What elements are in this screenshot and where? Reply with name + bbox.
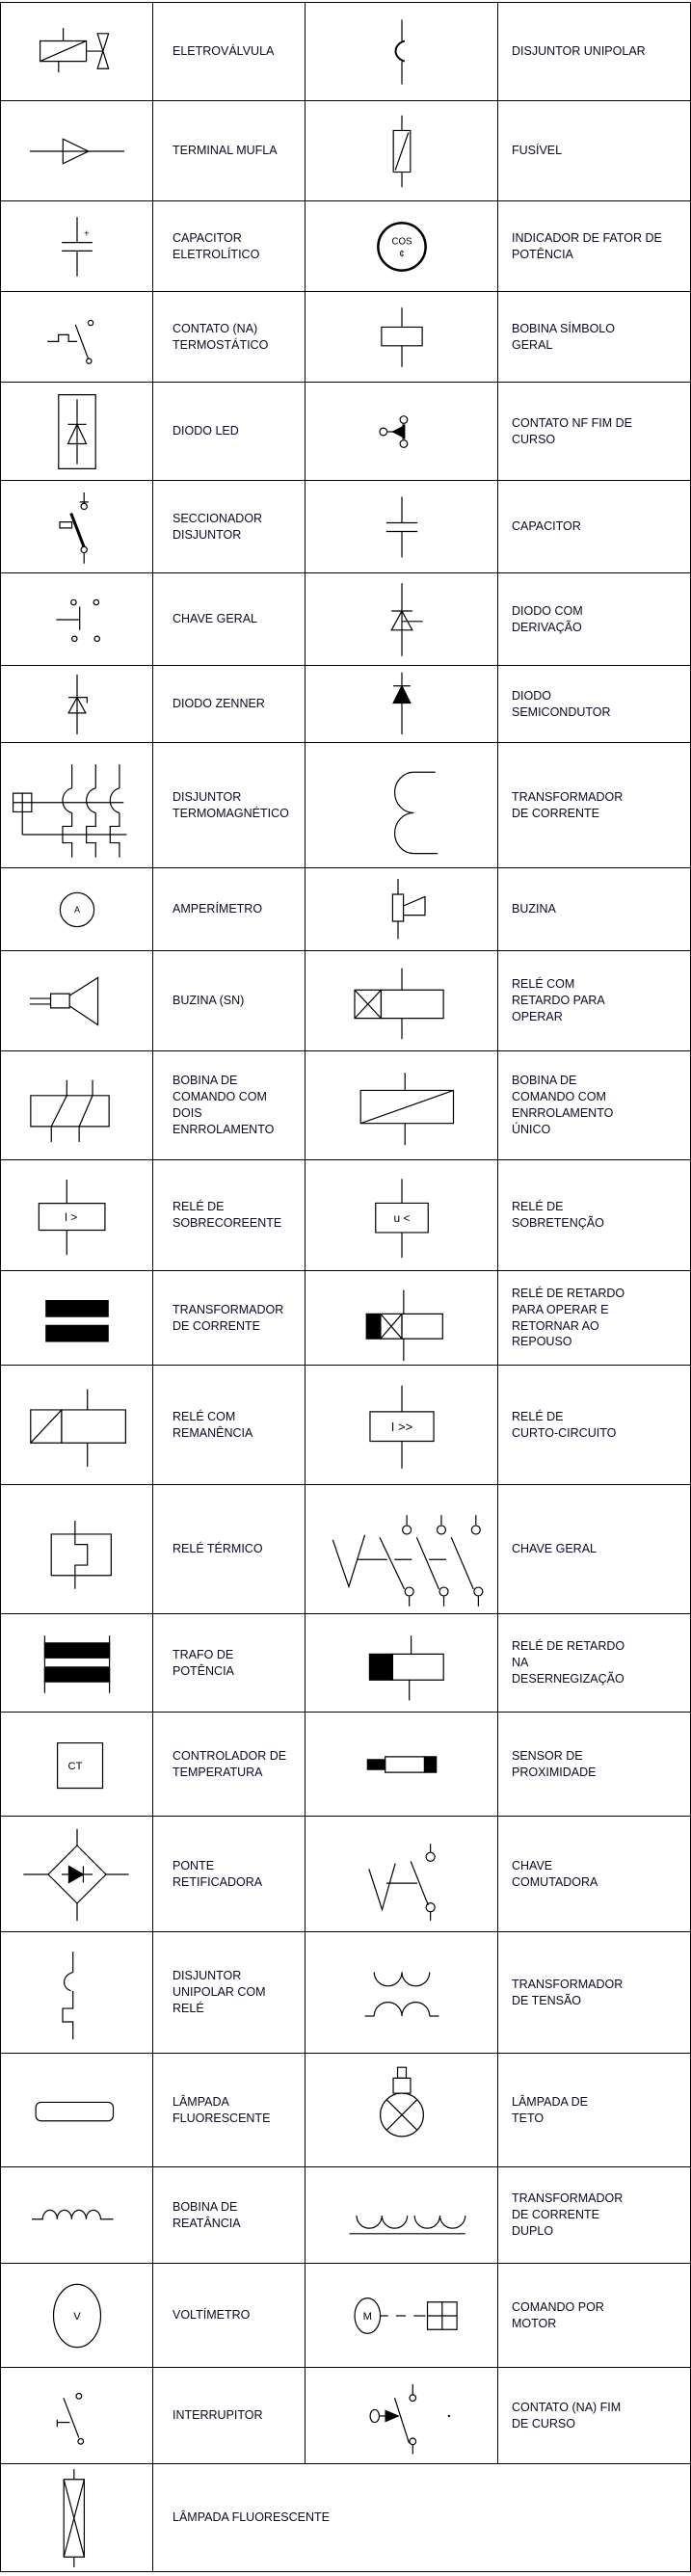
symbol-label: RELÉ COM RETARDO PARA OPERAR — [498, 951, 691, 1051]
symbol-row — [1, 3, 691, 101]
symbol-cell — [1, 3, 153, 101]
symbol-label: CAPACITOR ELETROLÍTICO — [153, 201, 306, 292]
rele-sobrecorrente-icon — [5, 1163, 149, 1268]
symbol-cell — [306, 743, 498, 868]
symbol-label: INTERRUPITOR — [153, 2368, 306, 2464]
lampada-fluorescente-icon — [5, 2057, 149, 2164]
symbol-row — [1, 292, 691, 383]
symbol-cell — [306, 868, 498, 951]
symbol-cell — [306, 2368, 498, 2464]
diodo-semicondutor-icon — [315, 669, 489, 740]
symbol-row — [1, 1271, 691, 1366]
symbol-row — [1, 573, 691, 666]
symbol-cell — [306, 573, 498, 666]
symbol-label: DISJUNTOR TERMOMAGNÉTICO — [153, 743, 306, 868]
symbol-label: DIODO SEMICONDUTOR — [498, 666, 691, 743]
diodo-derivacao-icon — [315, 576, 489, 663]
symbol-cell — [1, 2464, 153, 2572]
symbol-row — [1, 481, 691, 573]
symbol-cell — [306, 2054, 498, 2167]
symbol-cell — [306, 1817, 498, 1932]
contato-nf-fim-curso-icon — [315, 385, 489, 478]
buzina-sn-icon — [5, 954, 149, 1049]
symbol-cell — [306, 3, 498, 101]
symbol-cell — [1, 1051, 153, 1160]
symbol-label: VOLTÍMETRO — [153, 2264, 306, 2368]
symbol-label: LÂMPADA FLUORESCENTE — [153, 2054, 306, 2167]
symbol-label: CHAVE GERAL — [153, 573, 306, 666]
fusivel-icon — [315, 104, 489, 199]
seccionador-disjuntor-icon — [5, 484, 149, 571]
symbol-cell — [306, 2264, 498, 2368]
symbol-label: INDICADOR DE FATOR DE POTÊNCIA — [498, 201, 691, 292]
symbol-label: RELÉ DE CURTO-CIRCUITO — [498, 1366, 691, 1485]
symbol-label: BUZINA (SN) — [153, 951, 306, 1051]
symbol-cell — [1, 1485, 153, 1614]
transformador-corrente-arc-icon — [315, 746, 489, 865]
symbol-row — [1, 1817, 691, 1932]
symbol-label: CAPACITOR — [498, 481, 691, 573]
rele-termico-icon — [5, 1488, 149, 1611]
symbol-label: TRANSFORMADOR DE CORRENTE — [153, 1271, 306, 1366]
symbol-text: ¢ — [398, 249, 405, 260]
symbol-cell — [1, 292, 153, 383]
bobina-dois-enrolamentos-icon — [5, 1054, 149, 1157]
symbol-cell — [1, 951, 153, 1051]
symbol-row — [1, 101, 691, 201]
sensor-proximidade-icon — [315, 1715, 489, 1814]
symbol-cell — [306, 1485, 498, 1614]
transformador-tensao-icon — [315, 1935, 489, 2051]
symbol-label: TRANSFORMADOR DE CORRENTE DUPLO — [498, 2167, 691, 2264]
bobina-enrolamento-unico-icon — [315, 1054, 489, 1157]
symbol-text: COS — [391, 235, 412, 247]
symbol-row — [1, 951, 691, 1051]
symbol-label: TERMINAL MUFLA — [153, 101, 306, 201]
symbol-cell — [306, 1366, 498, 1485]
symbol-cell — [1, 1817, 153, 1932]
symbol-label: CONTROLADOR DE TEMPERATURA — [153, 1713, 306, 1817]
contato-na-termostatico-icon — [5, 295, 149, 380]
symbol-row — [1, 1051, 691, 1160]
interruptor-icon — [5, 2371, 149, 2461]
bobina-reatancia-icon — [5, 2170, 149, 2261]
symbol-row — [1, 2264, 691, 2368]
symbol-cell — [306, 201, 498, 292]
symbol-cell — [1, 868, 153, 951]
svg-text:+: + — [83, 227, 90, 239]
symbol-text: A — [73, 904, 80, 915]
rele-retardo-desenergizacao-icon — [315, 1617, 489, 1710]
diodo-zenner-icon — [5, 669, 149, 740]
symbol-label: ELETROVÁLVULA — [153, 3, 306, 101]
lampada-fluorescente-vertical-icon — [5, 2467, 149, 2569]
symbol-label: CHAVE GERAL — [498, 1485, 691, 1614]
symbol-label: DISJUNTOR UNIPOLAR COM RELÉ — [153, 1932, 306, 2054]
symbol-label: FUSÍVEL — [498, 101, 691, 201]
symbols-table — [0, 2, 691, 2572]
symbol-label: BOBINA DE REATÂNCIA — [153, 2167, 306, 2264]
symbol-text: I >> — [390, 1419, 412, 1434]
transformador-corrente-duplo-icon — [315, 2170, 489, 2261]
symbol-label: RELÉ COM REMANÊNCIA — [153, 1366, 306, 1485]
ponte-retificadora-icon — [5, 1819, 149, 1929]
bobina-geral-icon — [315, 295, 489, 380]
symbol-label: RELÉ DE RETARDO PARA OPERAR E RETORNAR AO REPOUSO — [498, 1271, 691, 1366]
symbol-row — [1, 1614, 691, 1713]
symbol-label: CONTATO (NA) TERMOSTÁTICO — [153, 292, 306, 383]
symbol-row — [1, 1366, 691, 1485]
rele-sobretensao-icon — [315, 1163, 489, 1268]
symbol-label: COMANDO POR MOTOR — [498, 2264, 691, 2368]
disjuntor-termomagnetico-icon — [5, 746, 149, 865]
symbol-cell — [1, 383, 153, 481]
amperimetro-icon — [5, 871, 149, 948]
symbol-row — [1, 2054, 691, 2167]
controlador-temperatura-icon — [5, 1715, 149, 1814]
trafo-potencia-icon — [5, 1617, 149, 1710]
eletrovalvula-icon — [5, 6, 149, 98]
rele-curto-circuito-icon — [315, 1368, 489, 1482]
symbol-label: RELÉ DE SOBRETENÇÃO — [498, 1160, 691, 1271]
symbol-cell — [306, 101, 498, 201]
symbol-label: BOBINA DE COMANDO COM DOIS ENRROLAMENTO — [153, 1051, 306, 1160]
symbol-row — [1, 201, 691, 292]
buzina-icon — [315, 871, 489, 948]
capacitor-eletrolitico-icon — [5, 204, 149, 289]
symbol-cell — [306, 1713, 498, 1817]
symbol-label: TRANSFORMADOR DE CORRENTE — [498, 743, 691, 868]
symbol-label: TRAFO DE POTÊNCIA — [153, 1614, 306, 1713]
symbol-cell — [1, 1366, 153, 1485]
symbols-table-body — [1, 3, 691, 2572]
symbol-label: CONTATO NF FIM DE CURSO — [498, 383, 691, 481]
lampada-teto-icon — [315, 2057, 489, 2164]
symbol-row — [1, 2464, 691, 2572]
symbol-cell — [1, 1271, 153, 1366]
symbol-cell — [306, 383, 498, 481]
symbol-row — [1, 1713, 691, 1817]
symbol-label: CHAVE COMUTADORA — [498, 1817, 691, 1932]
rele-retardo-repouso-icon — [315, 1274, 489, 1363]
symbol-text: V — [72, 2310, 81, 2323]
symbol-label: RELÉ DE RETARDO NA DESERNEGIZAÇÃO — [498, 1614, 691, 1713]
symbol-text: CT — [66, 1760, 82, 1772]
symbol-label: RELÉ TÉRMICO — [153, 1485, 306, 1614]
symbol-label: SENSOR DE PROXIMIDADE — [498, 1713, 691, 1817]
symbol-row — [1, 1932, 691, 2054]
symbol-cell — [1, 1713, 153, 1817]
symbol-label: AMPERÍMETRO — [153, 868, 306, 951]
symbol-row — [1, 383, 691, 481]
symbol-cell — [306, 1160, 498, 1271]
disjuntor-unipolar-icon — [315, 6, 489, 98]
symbol-label: LÂMPADA FLUORESCENTE — [153, 2464, 691, 2572]
symbol-cell — [1, 573, 153, 666]
symbol-cell — [1, 201, 153, 292]
rele-remanencia-icon — [5, 1368, 149, 1482]
diodo-led-icon — [5, 385, 149, 478]
symbol-cell — [1, 2368, 153, 2464]
symbol-cell — [1, 1614, 153, 1713]
capacitor-icon — [315, 484, 489, 571]
symbol-cell — [306, 1932, 498, 2054]
transformador-corrente-bars-icon — [5, 1274, 149, 1363]
symbol-row — [1, 2167, 691, 2264]
symbol-label: TRANSFORMADOR DE TENSÃO — [498, 1932, 691, 2054]
symbol-row — [1, 2368, 691, 2464]
symbol-cell — [1, 101, 153, 201]
symbol-label: SECCIONADOR DISJUNTOR — [153, 481, 306, 573]
symbol-label: BOBINA SÍMBOLO GERAL — [498, 292, 691, 383]
chave-geral-icon — [5, 576, 149, 663]
symbol-label: BOBINA DE COMANDO COM ENRROLAMENTO ÚNICO — [498, 1051, 691, 1160]
symbol-cell — [1, 1932, 153, 2054]
chave-comutadora-icon — [315, 1819, 489, 1929]
symbol-label: PONTE RETIFICADORA — [153, 1817, 306, 1932]
symbol-cell — [306, 666, 498, 743]
symbol-label: BUZINA — [498, 868, 691, 951]
symbol-cell — [1, 2054, 153, 2167]
symbol-label: DIODO ZENNER — [153, 666, 306, 743]
symbol-cell — [1, 481, 153, 573]
symbol-row — [1, 868, 691, 951]
terminal-mufla-icon — [5, 104, 149, 199]
symbol-cell — [1, 2264, 153, 2368]
symbol-cell — [306, 1614, 498, 1713]
symbol-cell — [306, 2167, 498, 2264]
symbol-cell — [306, 481, 498, 573]
symbol-text: I > — [64, 1210, 77, 1224]
symbol-row — [1, 1160, 691, 1271]
symbol-cell — [1, 1160, 153, 1271]
symbol-cell — [1, 666, 153, 743]
symbol-cell — [306, 292, 498, 383]
disjuntor-unipolar-rele-icon — [5, 1935, 149, 2051]
rele-retardo-operar-icon — [315, 954, 489, 1049]
voltimetro-icon — [5, 2267, 149, 2365]
symbol-label: LÂMPADA DE TETO — [498, 2054, 691, 2167]
symbol-row — [1, 666, 691, 743]
symbol-label: RELÉ DE SOBRECOREENTE — [153, 1160, 306, 1271]
symbol-label: DISJUNTOR UNIPOLAR — [498, 3, 691, 101]
symbol-label: DIODO LED — [153, 383, 306, 481]
contato-na-fim-curso-icon — [315, 2371, 489, 2461]
symbol-cell — [306, 1051, 498, 1160]
symbol-cell — [306, 1271, 498, 1366]
symbol-text: u < — [393, 1210, 410, 1225]
symbol-text: M — [362, 2310, 372, 2323]
chave-geral-tripolar-icon — [315, 1488, 489, 1611]
symbol-row — [1, 743, 691, 868]
symbol-label: DIODO COM DERIVAÇÃO — [498, 573, 691, 666]
symbol-row — [1, 1485, 691, 1614]
symbol-cell — [1, 743, 153, 868]
symbol-label: CONTATO (NA) FIM DE CURSO — [498, 2368, 691, 2464]
symbol-cell — [1, 2167, 153, 2264]
indicador-fator-potencia-icon — [315, 204, 489, 289]
comando-motor-icon — [315, 2267, 489, 2365]
symbol-cell — [306, 951, 498, 1051]
